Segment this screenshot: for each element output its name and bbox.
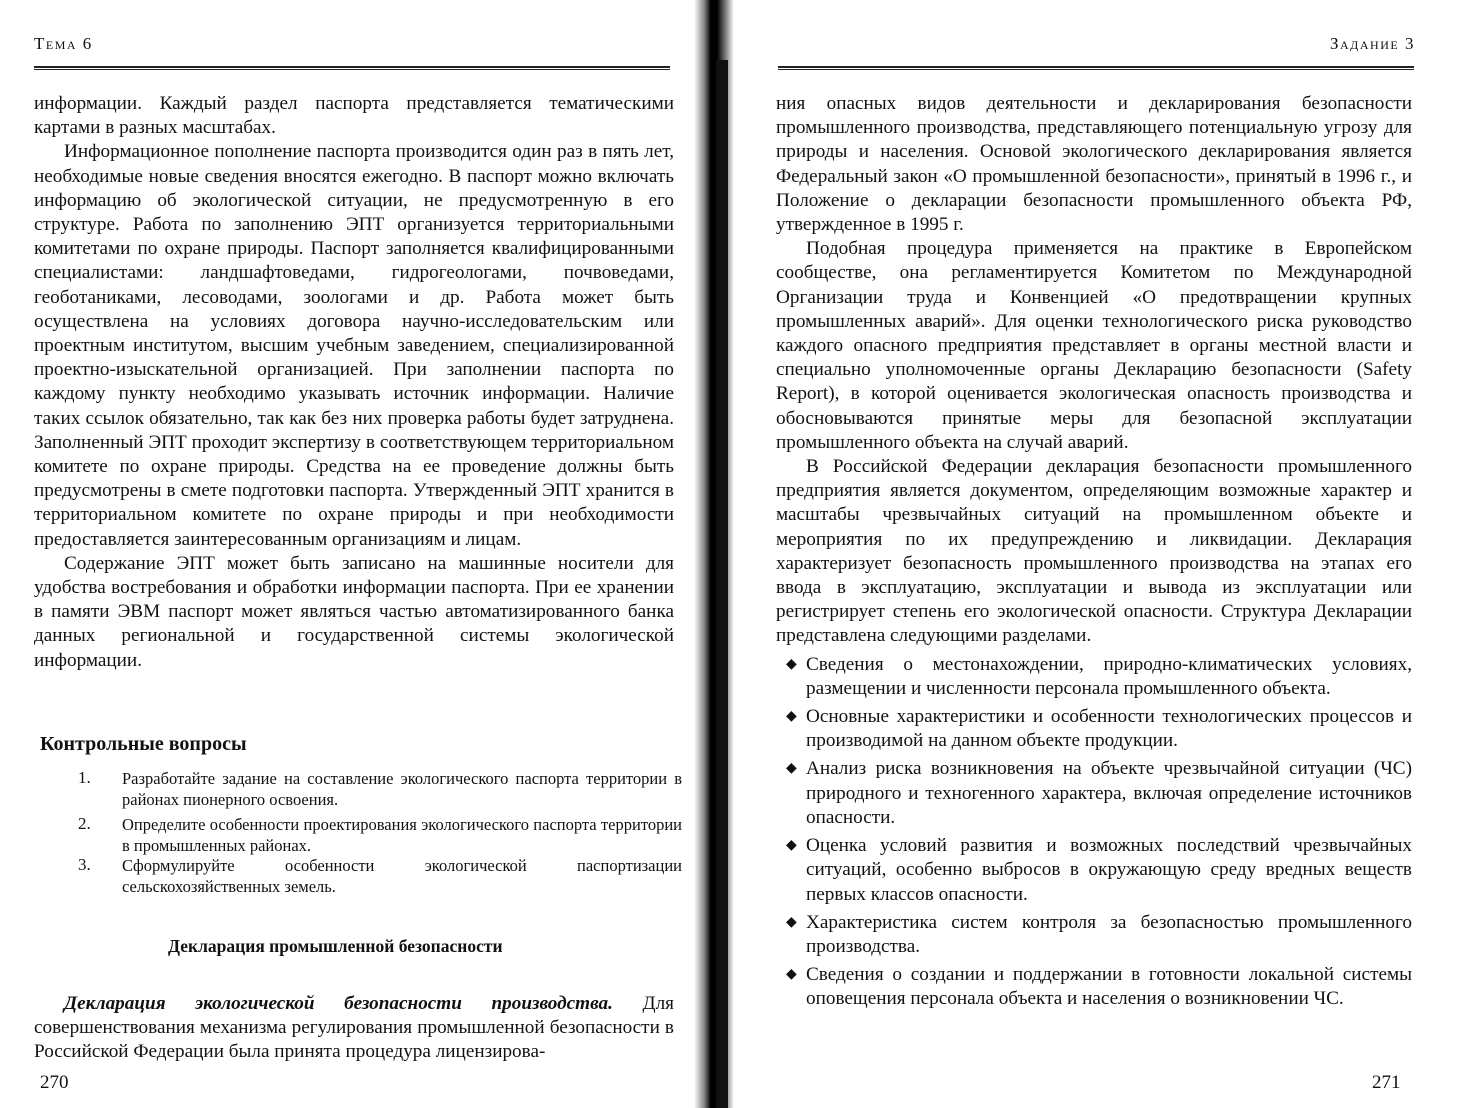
left-final-paragraph xyxy=(34,992,674,1065)
bullet-icon: ◆ xyxy=(786,709,797,725)
paragraph: Содержание ЭПТ может быть записано на машинные носители для удобства востребования и обработки информации паспорта. При ее хранении в памяти ЭВМ паспорт может являться частью автоматизированного банка данных региональной и государственной системы экологической информации. xyxy=(34,552,674,671)
running-header-left: Тема 6 xyxy=(34,34,93,53)
paragraph: ния опасных видов деятельности и декларирования безопасности промышленного производства, представляющего потенциальную угрозу для природы и населения. Основой экологического декларирования является Федеральный закон «О промышленной безопасности», принятый в 1996 г., и Положение о декларации безопасности промышленного объекта РФ, утвержденное в 1995 г. xyxy=(776,93,1412,236)
page-number-left: 270 xyxy=(40,1072,69,1093)
question-text: Разработайте задание на составление экологического паспорта территории в районах пионерного освоения. xyxy=(122,769,682,809)
book-spine-center xyxy=(716,60,728,1108)
list-item: ◆ Сведения о создании и поддержании в готовности локальной системы оповещения персонала объекта и населения о возникновении ЧС. xyxy=(786,964,1412,1010)
lead-term: Декларация экологической безопасности производства. xyxy=(64,993,613,1014)
header-rule-right xyxy=(778,66,1414,70)
section-title: Декларация промышленной безопасности xyxy=(168,936,503,956)
list-item: ◆ Основные характеристики и особенности технологических процессов и производимой на данном объекте продукции. xyxy=(786,706,1412,752)
structure-list xyxy=(776,653,1412,1012)
paragraph: Информационное пополнение паспорта производится один раз в пять лет, необходимые новые сведения вносятся ежегодно. В паспорт можно включать информацию об экологической ситуации, не предусмотренную в его структуре. Работа по заполнению ЭПТ организуется территориальными комитетами по охране природы. Паспорт заполняется квалифицированными специалистами: ландшафтоведами, гидрогеологами, почвоведами, геоботаниками, лесоводами, зоологами и др. Работа может быть осуществлена на условиях договора научно-исследовательским или проектным институтом, высшим учебным заведением, специализированной проектно-изыскательной организацией. При заполнении паспорта по каждому пункту необходимо указывать источник информации. Наличие таких ссылок обязательно, так как без них проверка работы будет затруднена. Заполненный ЭПТ проходит экспертизу в соответствующем территориальном комитете по охране природы. Средства на ее проведение должны быть предусмотрены в смете подготовки паспорта. Утвержденный ЭПТ хранится в территориальном комитете по охране природы и при необходимости предоставляется заинтересованным организациям и лицам. xyxy=(34,141,674,550)
paragraph: информации. Каждый раздел паспорта представляется тематическими картами в разных масштабах. xyxy=(34,93,674,139)
question-text: Сформулируйте особенности экологической паспортизации сельскохозяйственных земель. xyxy=(122,856,682,896)
right-page xyxy=(740,0,1459,1108)
bullet-icon: ◆ xyxy=(786,838,797,854)
running-header-right: Задание 3 xyxy=(1330,34,1415,53)
page-number-right: 271 xyxy=(1372,1072,1401,1093)
paragraph: Подобная процедура применяется на практике в Европейском сообществе, она регламентируется Комитетом по Международной Организации труда и Конвенцией «О предотвращении крупных промышленных аварий». Для оценки технологического риска руководство каждого опасного предприятия представляет в органы местной власти и специально уполномоченные органы Декларацию безопасности (Safety Report), в которой оценивается экологическая опасность производства и обосновываются принятые меры для безопасной эксплуатации промышленного объекта на случай аварий. xyxy=(776,238,1412,453)
left-body-text xyxy=(34,92,674,673)
bullet-icon: ◆ xyxy=(786,914,797,930)
list-item: ◆ Оценка условий развития и возможных последствий чрезвычайных ситуаций, особенно выбросов в окружающую среду вредных веществ первых классов опасности. xyxy=(786,835,1412,905)
lead-rest: Для совершенствования механизма регулирования промышленной безопасности в Российской Федерации была принята процедура лицензирова- xyxy=(34,993,674,1063)
bullet-icon: ◆ xyxy=(786,656,797,672)
list-item: ◆ Характеристика систем контроля за безопасностью промышленного производства. xyxy=(786,911,1412,957)
header-rule-left xyxy=(34,66,670,70)
left-page xyxy=(0,0,700,1108)
question-number: 3. xyxy=(78,855,91,874)
list-item: ◆ Анализ риска возникновения на объекте чрезвычайной ситуации (ЧС) природного и техногенного характера, включая определение источников опасности. xyxy=(786,758,1412,828)
question-number: 1. xyxy=(78,768,91,787)
bullet-icon: ◆ xyxy=(786,967,797,983)
book-spine-shadow xyxy=(694,0,734,1108)
paragraph: В Российской Федерации декларация безопасности промышленного предприятия является документом, определяющим возможные характер и масштабы чрезвычайных ситуаций на промышленном объекте и мероприятия по их предупреждению и ликвидации. Декларация характеризует безопасность промышленного производства на этапах его ввода в эксплуатацию, эксплуатации и вывода из эксплуатации или регистрирует степень его экологической опасности. Структура Декларации представлена следующими разделами. xyxy=(776,456,1412,647)
list-item: ◆ Сведения о местонахождении, природно-климатических условиях, размещении и численности персонала промышленного объекта. xyxy=(786,653,1412,699)
questions-title: Контрольные вопросы xyxy=(40,733,247,755)
question-text: Определите особенности проектирования экологического паспорта территории в промышленных районах. xyxy=(122,815,682,855)
right-body-text xyxy=(776,92,1412,1016)
question-number: 2. xyxy=(78,814,91,833)
bullet-icon: ◆ xyxy=(786,761,797,777)
